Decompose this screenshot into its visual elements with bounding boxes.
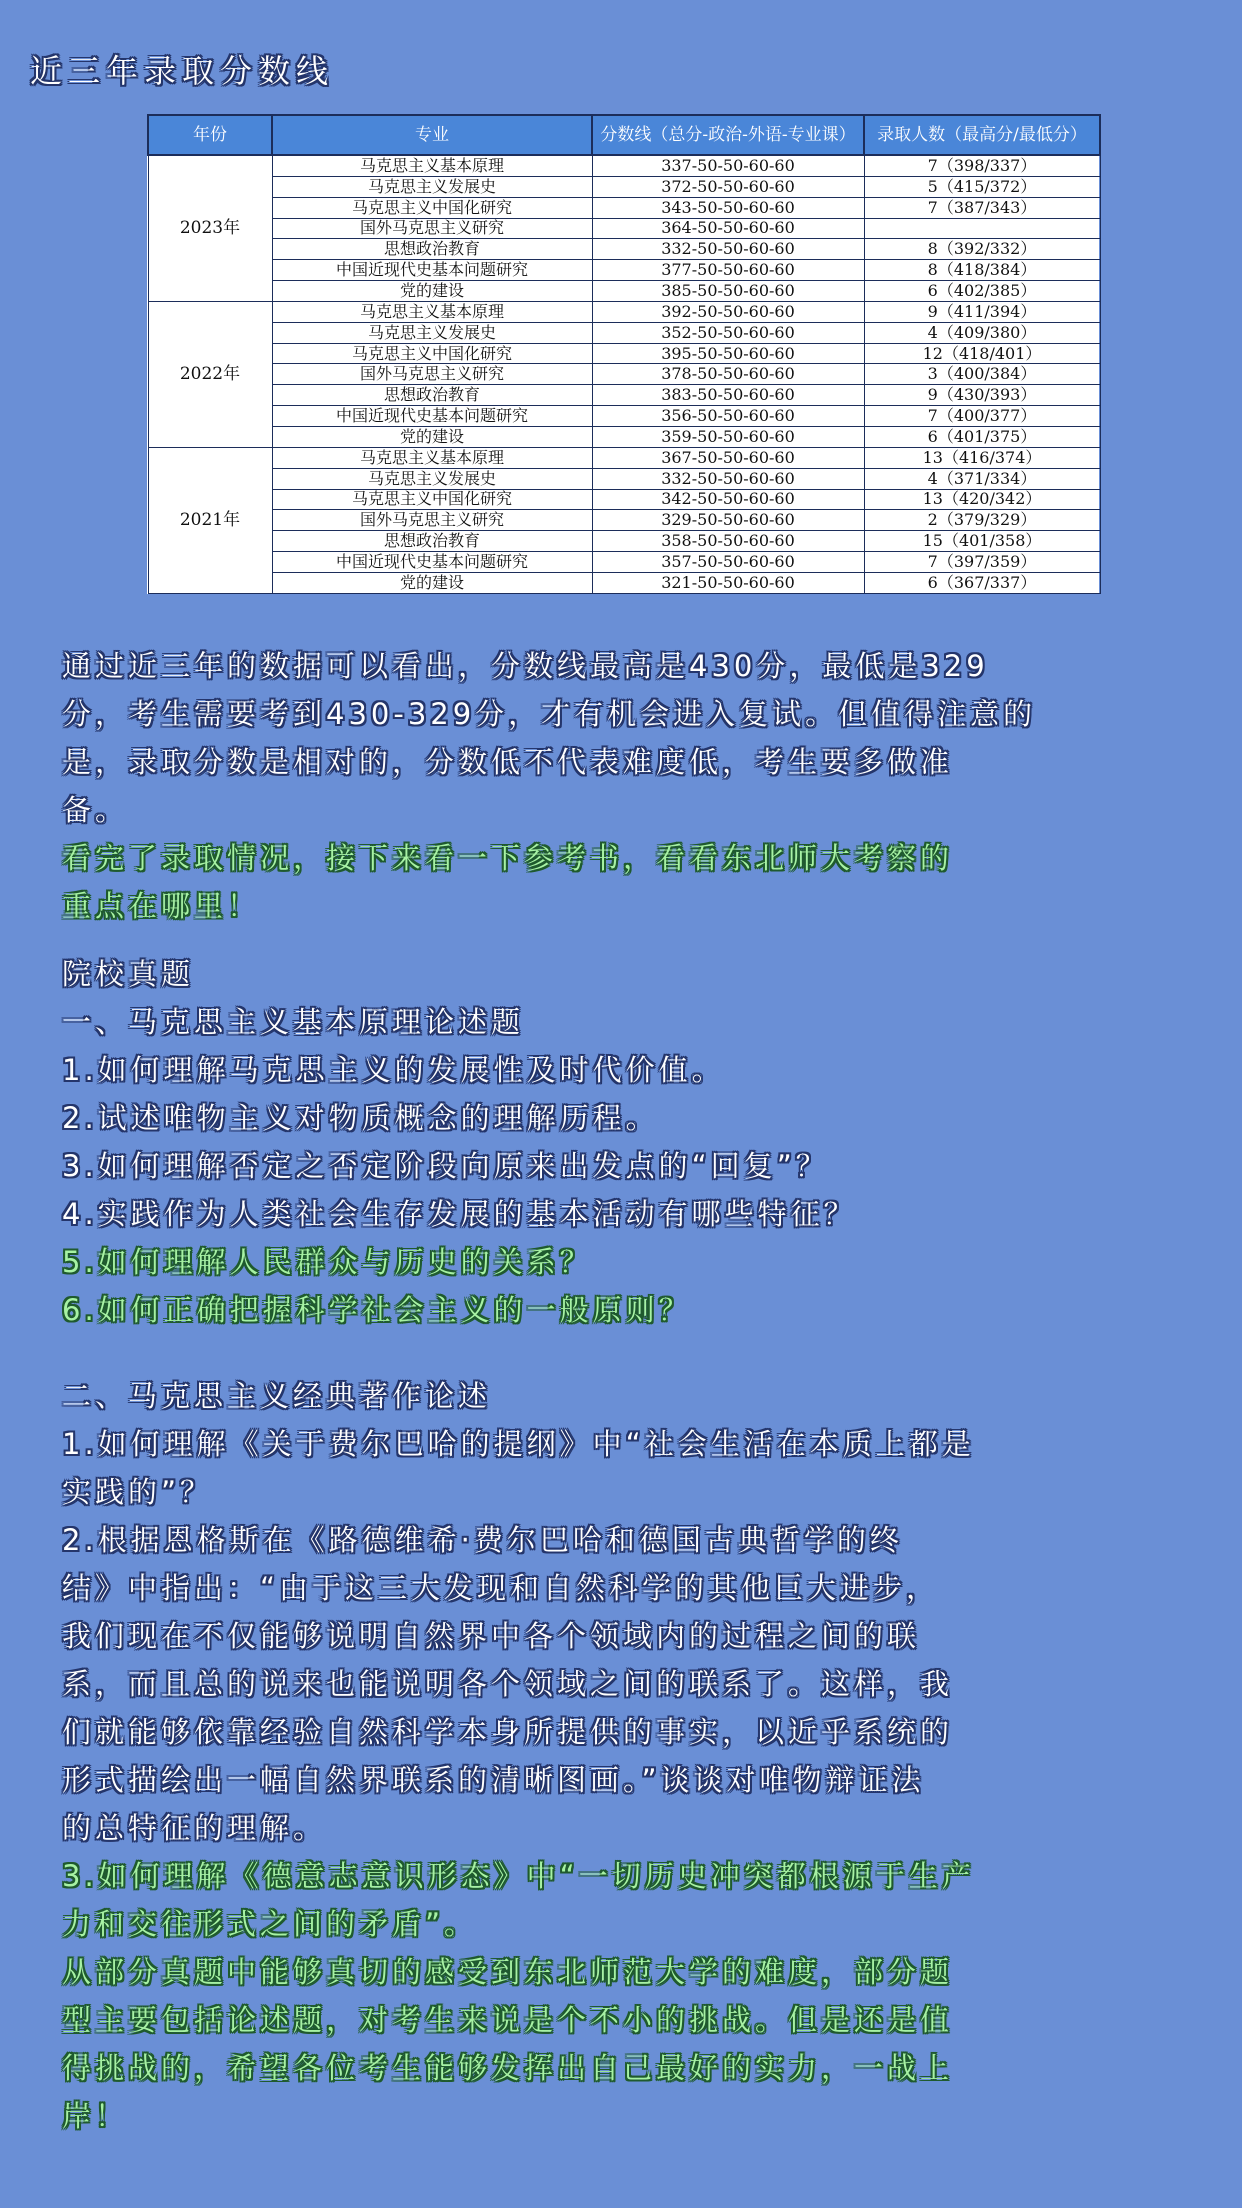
analysis-paragraph [62,642,1182,930]
admitted-count-cell: 3（400/384） [864,364,1100,385]
score-line-cell: 359-50-50-60-60 [592,427,864,448]
header-year: 年份 [148,115,272,155]
score-line-cell: 343-50-50-60-60 [592,197,864,218]
major-cell: 中国近现代史基本问题研究 [272,260,592,281]
major-cell: 国外马克思主义研究 [272,364,592,385]
score-line-cell: 332-50-50-60-60 [592,239,864,260]
admitted-count-cell: 2（379/329） [864,510,1100,531]
major-cell: 思想政治教育 [272,239,592,260]
major-cell: 党的建设 [272,572,592,593]
section2-line: 的总特征的理解。 [62,1811,327,1845]
major-cell: 中国近现代史基本问题研究 [272,406,592,427]
admitted-count-cell: 6（367/337） [864,572,1100,593]
page-title: 近三年录取分数线 [30,52,335,90]
table-row [148,197,1100,218]
table-row [148,385,1100,406]
major-cell: 马克思主义基本原理 [272,447,592,468]
question-item: 1.如何理解马克思主义的发展性及时代价值。 [62,1053,725,1087]
table-row [148,301,1100,322]
section2-line: 系，而且总的说来也能说明各个领域之间的联系了。这样，我 [62,1667,954,1701]
table-row [148,364,1100,385]
question-item: 6.如何正确把握科学社会主义的一般原则？ [62,1293,692,1327]
section2-green-line: 力和交往形式之间的矛盾”。 [62,1907,478,1941]
major-cell: 党的建设 [272,427,592,448]
analysis-line: 备。 [62,793,129,827]
admitted-count-cell: 7（387/343） [864,197,1100,218]
exam-heading: 院校真题 [62,957,195,991]
major-cell: 马克思主义发展史 [272,468,592,489]
admitted-count-cell: 9（430/393） [864,385,1100,406]
score-line-cell: 321-50-50-60-60 [592,572,864,593]
score-line-cell: 383-50-50-60-60 [592,385,864,406]
section2-line: 实践的”？ [62,1475,214,1509]
table-row [148,260,1100,281]
question-item: 2.试述唯物主义对物质概念的理解历程。 [62,1101,659,1135]
major-cell: 马克思主义基本原理 [272,301,592,322]
header-admitted-count: 录取人数（最高分/最低分） [864,115,1100,155]
section2-line: 我们现在不仅能够说明自然界中各个领域内的过程之间的联 [62,1619,921,1653]
admitted-count-cell: 4（409/380） [864,322,1100,343]
table-row [148,489,1100,510]
table-row [148,176,1100,197]
score-line-cell: 358-50-50-60-60 [592,531,864,552]
year-cell: 2022年 [148,301,272,447]
section2-line: 结》中指出：“由于这三大发现和自然科学的其他巨大进步， [62,1571,940,1605]
table-row [148,322,1100,343]
major-cell: 马克思主义发展史 [272,176,592,197]
score-line-cell: 356-50-50-60-60 [592,406,864,427]
reference-book-note: 重点在哪里！ [62,889,261,923]
question-item: 5.如何理解人民群众与历史的关系？ [62,1245,593,1279]
table-row [148,531,1100,552]
question-item: 3.如何理解否定之否定阶段向原来出发点的“回复”？ [62,1149,829,1183]
score-line-cell: 352-50-50-60-60 [592,322,864,343]
major-cell: 思想政治教育 [272,385,592,406]
table-row [148,218,1100,239]
header-major: 专业 [272,115,592,155]
table-row [148,155,1100,176]
table-row [148,468,1100,489]
admitted-count-cell: 4（371/334） [864,468,1100,489]
major-cell: 中国近现代史基本问题研究 [272,552,592,573]
admitted-count-cell: 12（418/401） [864,343,1100,364]
score-line-cell: 332-50-50-60-60 [592,468,864,489]
admitted-count-cell: 7（398/337） [864,155,1100,176]
major-cell: 思想政治教育 [272,531,592,552]
score-line-cell: 367-50-50-60-60 [592,447,864,468]
closing-remark: 得挑战的，希望各位考生能够发挥出自己最好的实力，一战上 [62,2051,954,2085]
score-line-cell: 385-50-50-60-60 [592,281,864,302]
score-line-cell: 364-50-50-60-60 [592,218,864,239]
admitted-count-cell: 8（392/332） [864,239,1100,260]
table-row [148,552,1100,573]
table-row [148,406,1100,427]
admitted-count-cell [864,218,1100,239]
table-header-row [148,115,1100,155]
closing-remark: 从部分真题中能够真切的感受到东北师范大学的难度，部分题 [62,1955,954,1989]
score-line-cell: 342-50-50-60-60 [592,489,864,510]
exam-section-2 [62,1372,1182,2140]
exam-section [62,950,1182,1334]
admitted-count-cell: 9（411/394） [864,301,1100,322]
score-line-cell: 337-50-50-60-60 [592,155,864,176]
score-line-cell: 329-50-50-60-60 [592,510,864,531]
question-item: 4.实践作为人类社会生存发展的基本活动有哪些特征？ [62,1197,857,1231]
year-cell: 2023年 [148,155,272,301]
major-cell: 马克思主义基本原理 [272,155,592,176]
major-cell: 党的建设 [272,281,592,302]
section2-line: 2.根据恩格斯在《路德维希·费尔巴哈和德国古典哲学的终 [62,1523,903,1557]
major-cell: 马克思主义中国化研究 [272,197,592,218]
closing-remark: 型主要包括论述题，对考生来说是个不小的挑战。但是还是值 [62,2003,954,2037]
table-row [148,239,1100,260]
analysis-line: 是，录取分数是相对的，分数低不代表难度低，考生要多做准 [62,745,954,779]
reference-book-note: 看完了录取情况，接下来看一下参考书，看看东北师大考察的 [62,841,954,875]
section2-green-line: 3.如何理解《德意志意识形态》中“一切历史冲突都根源于生产 [62,1859,975,1893]
admitted-count-cell: 5（415/372） [864,176,1100,197]
admitted-count-cell: 8（418/384） [864,260,1100,281]
major-cell: 马克思主义发展史 [272,322,592,343]
table-row [148,510,1100,531]
admitted-count-cell: 7（397/359） [864,552,1100,573]
score-line-cell: 392-50-50-60-60 [592,301,864,322]
admitted-count-cell: 6（401/375） [864,427,1100,448]
table-row [148,447,1100,468]
admitted-count-cell: 15（401/358） [864,531,1100,552]
major-cell: 马克思主义中国化研究 [272,489,592,510]
major-cell: 国外马克思主义研究 [272,218,592,239]
section2-line: 1.如何理解《关于费尔巴哈的提纲》中“社会生活在本质上都是 [62,1427,975,1461]
year-cell: 2021年 [148,447,272,593]
analysis-line: 分，考生需要考到430-329分，才有机会进入复试。但值得注意的 [62,697,1037,731]
score-line-cell: 378-50-50-60-60 [592,364,864,385]
section2-line: 形式描绘出一幅自然界联系的清晰图画。”谈谈对唯物辩证法 [62,1763,925,1797]
admitted-count-cell: 7（400/377） [864,406,1100,427]
admission-score-table [147,114,1099,594]
closing-remark: 岸！ [62,2099,129,2133]
header-score-line: 分数线（总分-政治-外语-专业课） [592,115,864,155]
major-cell: 马克思主义中国化研究 [272,343,592,364]
score-line-cell: 357-50-50-60-60 [592,552,864,573]
section2-line: 们就能够依靠经验自然科学本身所提供的事实，以近乎系统的 [62,1715,954,1749]
analysis-line: 通过近三年的数据可以看出，分数线最高是430分，最低是329 [62,649,989,683]
admitted-count-cell: 13（416/374） [864,447,1100,468]
section1-heading: 一、马克思主义基本原理论述题 [62,1005,525,1039]
score-line-cell: 395-50-50-60-60 [592,343,864,364]
score-line-cell: 372-50-50-60-60 [592,176,864,197]
table-row [148,281,1100,302]
major-cell: 国外马克思主义研究 [272,510,592,531]
table-row [148,343,1100,364]
table-row [148,572,1100,593]
admitted-count-cell: 13（420/342） [864,489,1100,510]
table-row [148,427,1100,448]
admitted-count-cell: 6（402/385） [864,281,1100,302]
score-line-cell: 377-50-50-60-60 [592,260,864,281]
section2-heading: 二、马克思主义经典著作论述 [62,1379,492,1413]
